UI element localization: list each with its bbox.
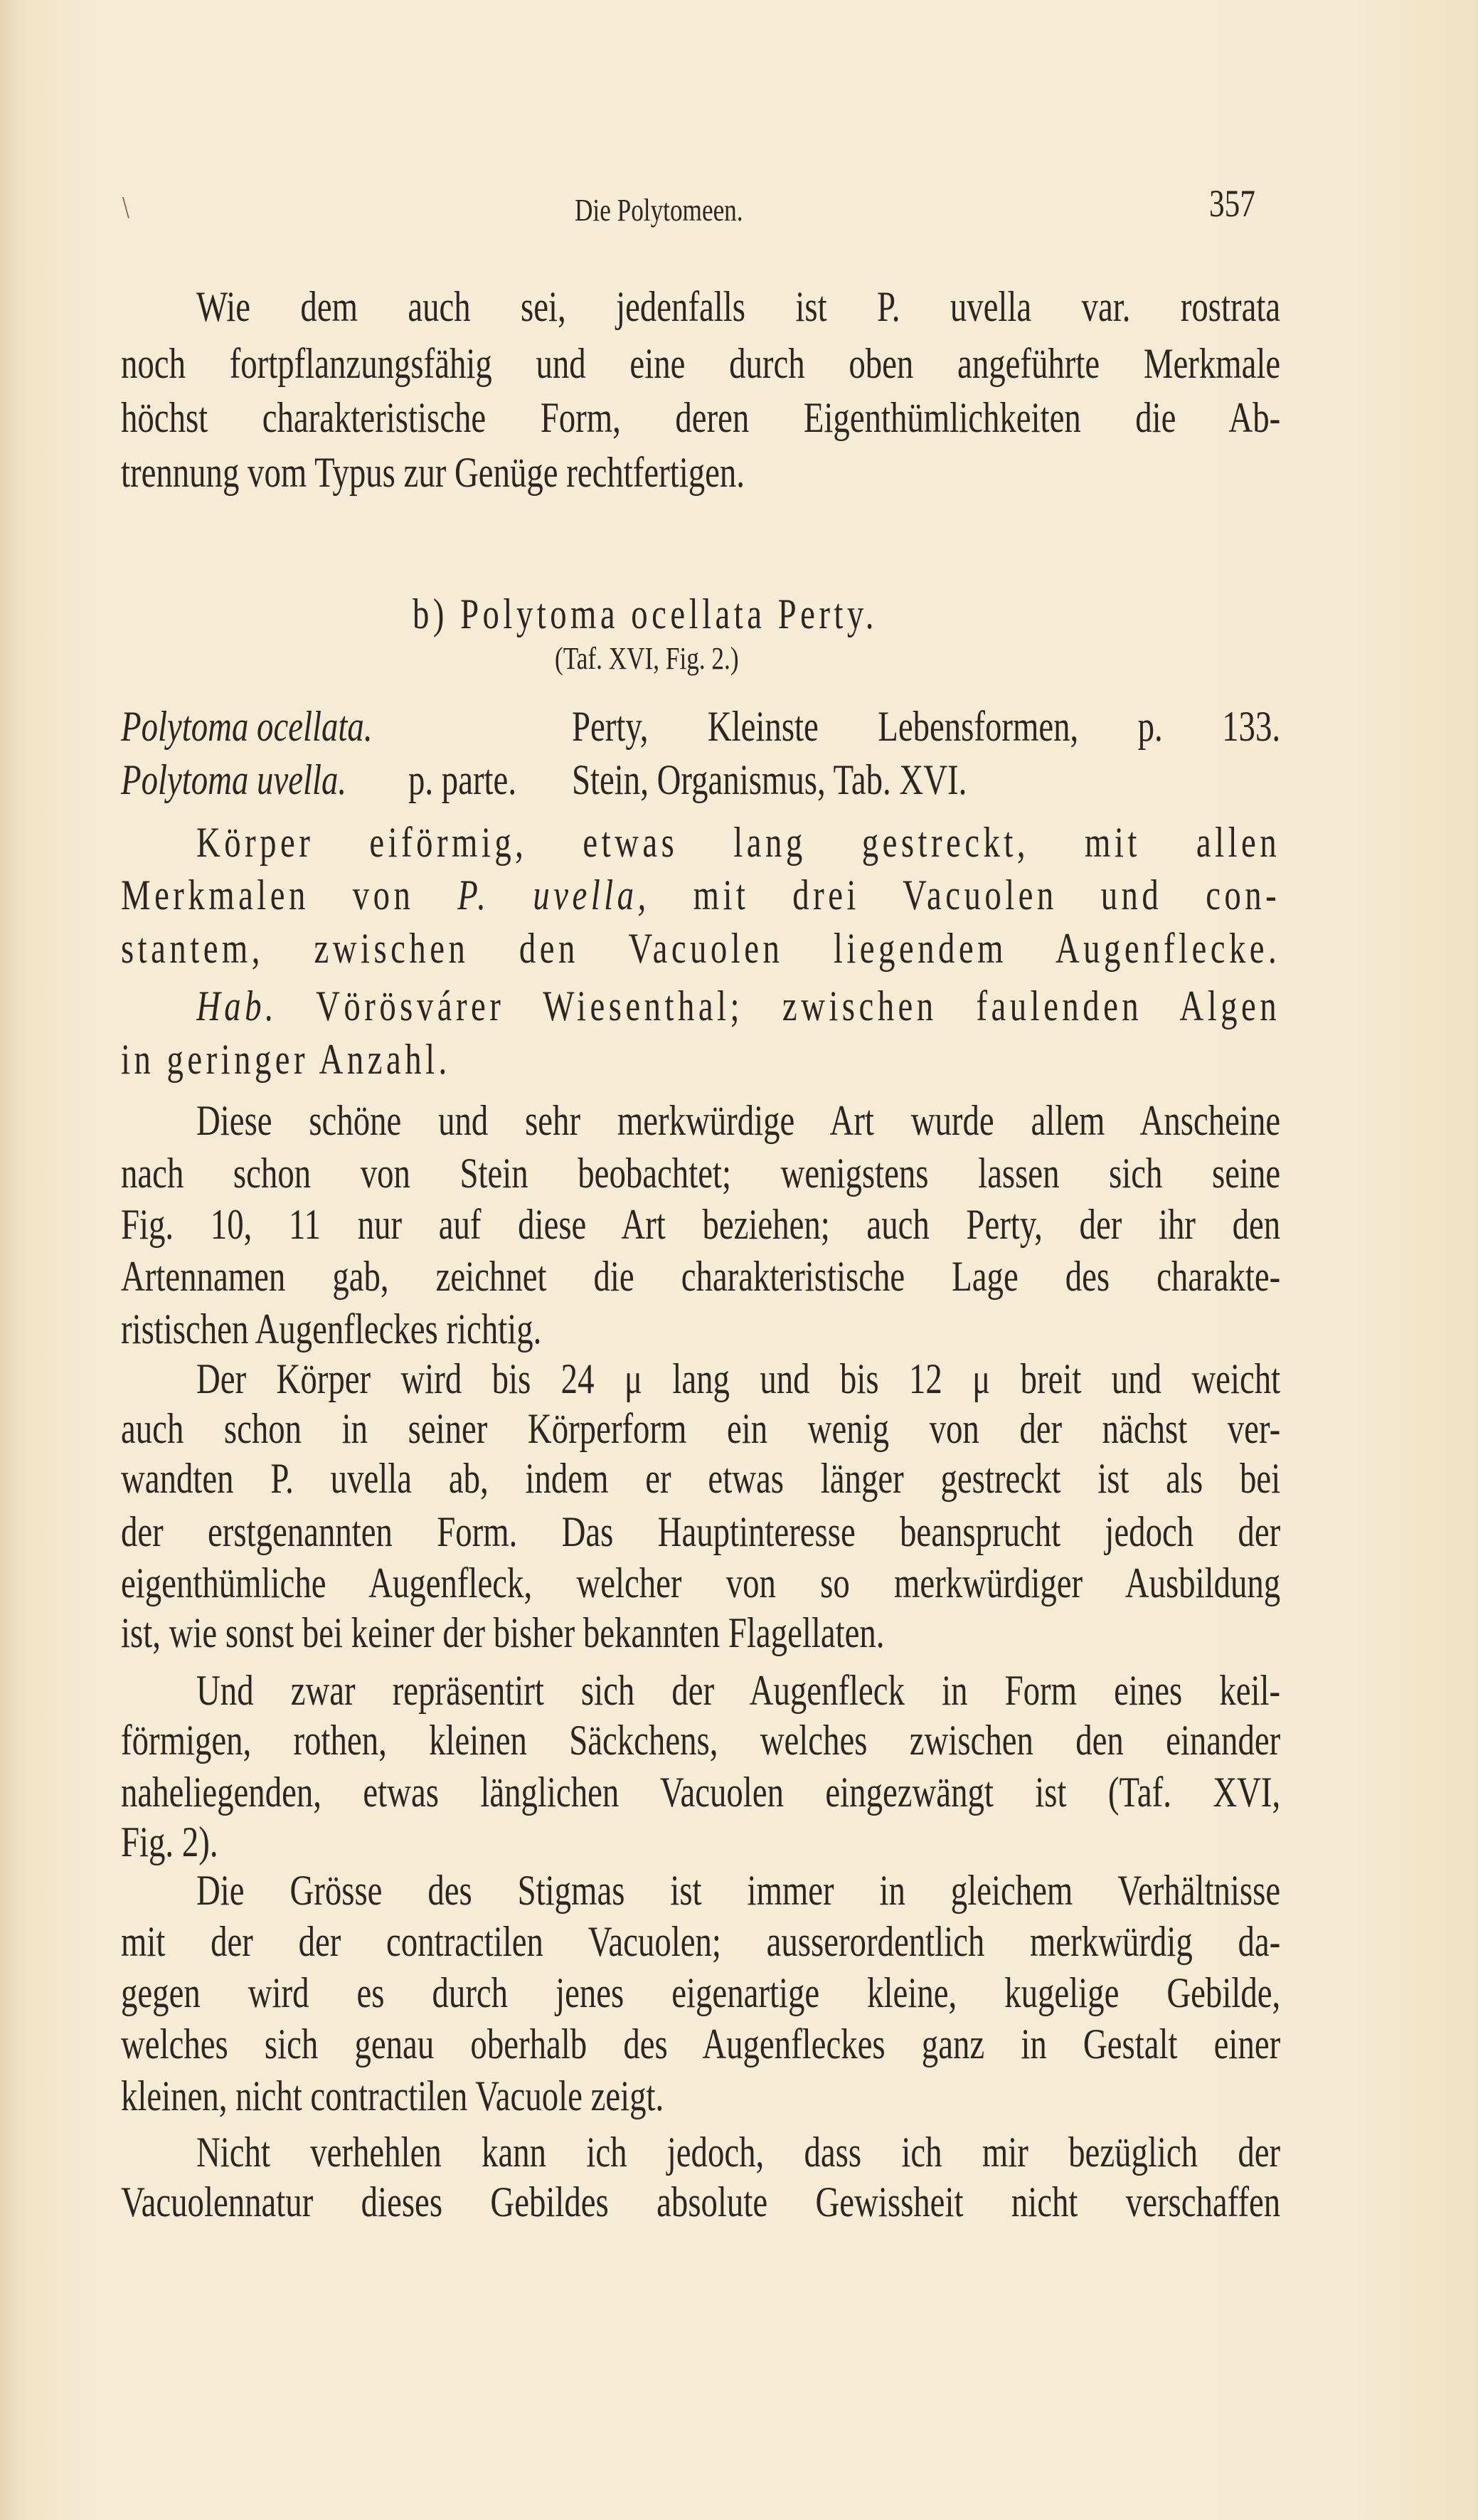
text-line: noch fortpflanzungsfähig und eine durch oben angeführte Merkmale (121, 340, 1281, 387)
plate-reference: (Taf. XVI, Fig. 2.) (555, 641, 739, 676)
species-name: P. uvella, (457, 872, 650, 918)
text-line: kleinen, nicht contractilen Vacuole zeigt. (121, 2072, 664, 2119)
text-line: ist, wie sonst bei keiner der bisher bekannten Flagellaten. (121, 1609, 885, 1656)
diagnosis-line: stantem, zwischen den Vacuolen liegendem Augenflecke. (121, 925, 1281, 972)
running-title: Die Polytomeen. (575, 193, 743, 228)
text: Vörösvárer Wiesenthal; zwischen faulenden Algen (277, 983, 1281, 1029)
text-line: Und zwar repräsentirt sich der Augenfleck in Form eines keil- (196, 1667, 1281, 1714)
text: mit drei Vacuolen und con- (649, 872, 1281, 918)
text: Merkmalen von (121, 872, 458, 918)
text-line: naheliegenden, etwas länglichen Vacuolen eingezwängt ist (Taf. XVI, (121, 1769, 1281, 1816)
habitat-label: Hab. (196, 983, 278, 1029)
text-line: Vacuolennatur dieses Gebildes absolute Gewissheit nicht verschaffen (121, 2178, 1281, 2225)
text-line: Nicht verhehlen kann ich jedoch, dass ich mir bezüglich der (196, 2129, 1281, 2176)
text-line: höchst charakteristische Form, deren Eigenthümlichkeiten die Ab- (121, 394, 1281, 441)
margin-mark: \ (122, 190, 129, 225)
text-line: trennung vom Typus zur Genüge rechtfertigen. (121, 449, 745, 496)
text-line: förmigen, rothen, kleinen Säckchens, welches zwischen den einander (121, 1717, 1281, 1764)
text-line: wandten P. uvella ab, indem er etwas länger gestreckt ist als bei (121, 1455, 1281, 1502)
habitat-line: in geringer Anzahl. (121, 1036, 451, 1083)
text-line: Der Körper wird bis 24 μ lang und bis 12 μ breit und weicht (196, 1355, 1281, 1402)
text-line: Fig. 10, 11 nur auf diese Art beziehen; auch Perty, der ihr den (121, 1201, 1281, 1248)
synonym-name: Polytoma ocellata. (121, 703, 373, 750)
text-line: auch schon in seiner Körperform ein wenig von der nächst ver- (121, 1405, 1281, 1452)
habitat-line (196, 978, 1280, 1034)
text-line: Die Grösse des Stigmas ist immer in gleichem Verhältnisse (196, 1867, 1281, 1914)
text-line: Fig. 2). (121, 1818, 218, 1865)
diagnosis-line (121, 867, 1280, 923)
text-line: der erstgenannten Form. Das Hauptinteresse beansprucht jedoch der (121, 1508, 1281, 1555)
text-line: gegen wird es durch jenes eigenartige kleine, kugelige Gebilde, (121, 1969, 1281, 2016)
text-line: mit der der contractilen Vacuolen; ausserordentlich merkwürdig da- (121, 1918, 1281, 1965)
text-line: welches sich genau oberhalb des Augenfleckes ganz in Gestalt einer (121, 2021, 1281, 2068)
text-line: Wie dem auch sei, jedenfalls ist P. uvella var. rostrata (196, 283, 1281, 330)
text-line: Diese schöne und sehr merkwürdige Art wurde allem Anscheine (196, 1097, 1281, 1144)
text-line: Artennamen gab, zeichnet die charakteristische Lage des charakte- (121, 1253, 1281, 1300)
synonym-name: Polytoma uvella. (121, 756, 347, 803)
section-title: b) Polytoma ocellata Perty. (413, 591, 878, 637)
synonym-reference: Perty, Kleinste Lebensformen, p. 133. (572, 703, 1281, 750)
synonym-reference: Stein, Organismus, Tab. XVI. (572, 756, 967, 803)
page-number: 357 (1209, 182, 1255, 225)
text-line: eigenthümliche Augenfleck, welcher von so merkwürdiger Ausbildung (121, 1560, 1281, 1606)
text-line: ristischen Augenfleckes richtig. (121, 1306, 542, 1352)
synonym-qualifier: p. parte. (408, 756, 517, 803)
text-line: nach schon von Stein beobachtet; wenigstens lassen sich seine (121, 1150, 1281, 1197)
diagnosis-line: Körper eiförmig, etwas lang gestreckt, mit allen (196, 819, 1281, 866)
